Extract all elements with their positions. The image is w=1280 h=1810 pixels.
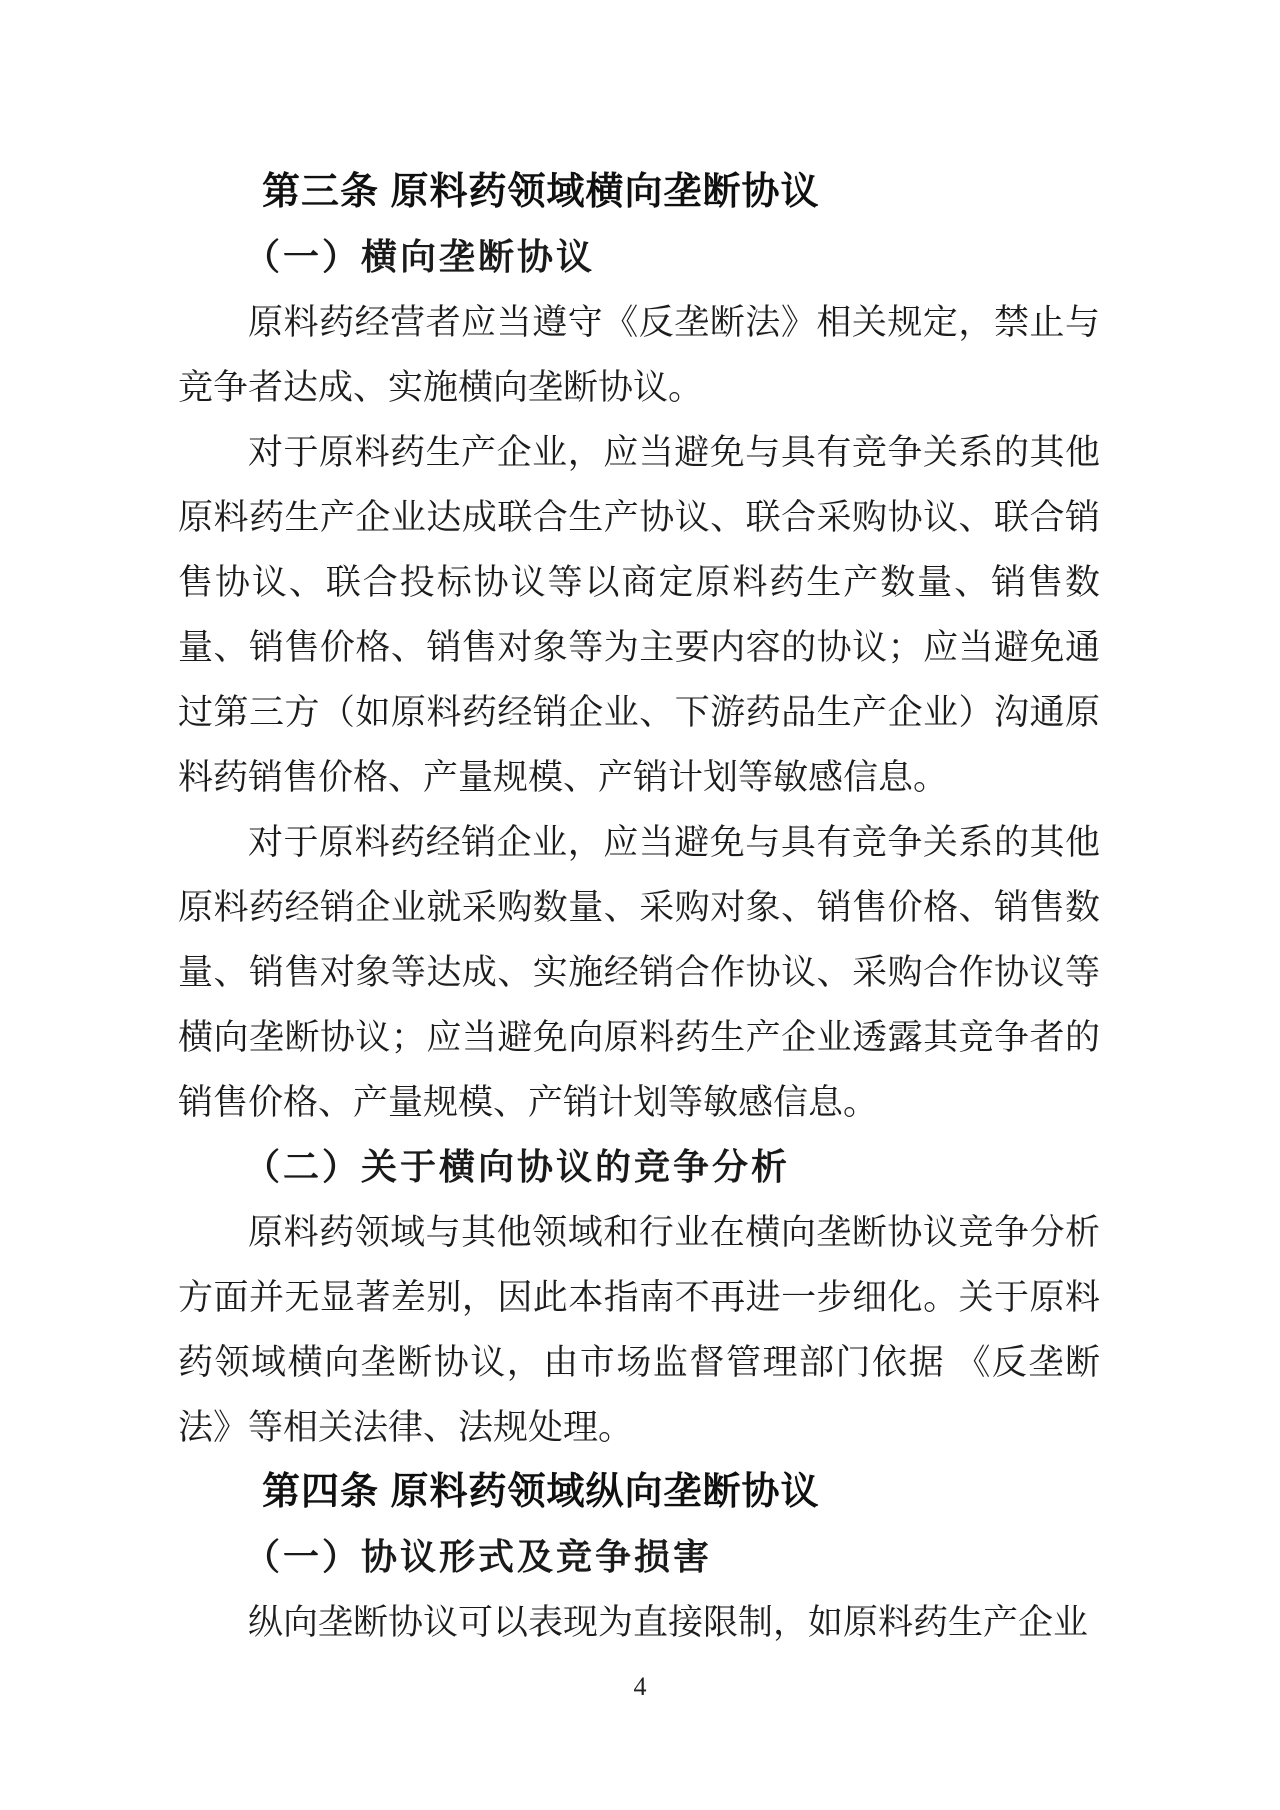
item-heading-3-2: （二）关于横向协议的竞争分析 [244,1147,791,1187]
body-paragraph-5: 纵向垄断协议可以表现为直接限制，如原料药生产企业 [248,1603,1089,1642]
document-content [178,160,1100,1655]
body-paragraph-1: 原料药经营者应当遵守《反垄断法》相关规定，禁止与竞争者达成、实施横向垄断协议。 [178,303,1100,407]
page-number: 4 [633,1672,647,1701]
body-paragraph-2: 对于原料药生产企业，应当避免与具有竞争关系的其他原料药生产企业达成联合生产协议、联合采购协议、联合销售协议、联合投标协议等以商定原料药生产数量、销售数量、销售价格、销售对象等为主要内容的协议；应当避免通过第三方（如原料药经销企业、下游药品生产企业）沟通原料药销售价格、产量规模、产销计划等敏感信息。 [178,433,1100,797]
article-heading-4: 第四条 原料药领域纵向垄断协议 [262,1471,820,1513]
article-heading-3: 第三条 原料药领域横向垄断协议 [262,171,820,213]
item-heading-4-1: （一）协议形式及竞争损害 [244,1537,713,1577]
body-paragraph-3: 对于原料药经销企业，应当避免与具有竞争关系的其他原料药经销企业就采购数量、采购对象、销售价格、销售数量、销售对象等达成、实施经销合作协议、采购合作协议等横向垄断协议；应当避免向原料药生产企业透露其竞争者的销售价格、产量规模、产销计划等敏感信息。 [178,823,1100,1122]
body-paragraph-4: 原料药领域与其他领域和行业在横向垄断协议竞争分析方面并无显著差别，因此本指南不再进一步细化。关于原料药领域横向垄断协议，由市场监督管理部门依据 《反垄断法》等相关法律、法规处理。 [178,1213,1100,1447]
item-heading-3-1: （一）横向垄断协议 [244,237,596,277]
